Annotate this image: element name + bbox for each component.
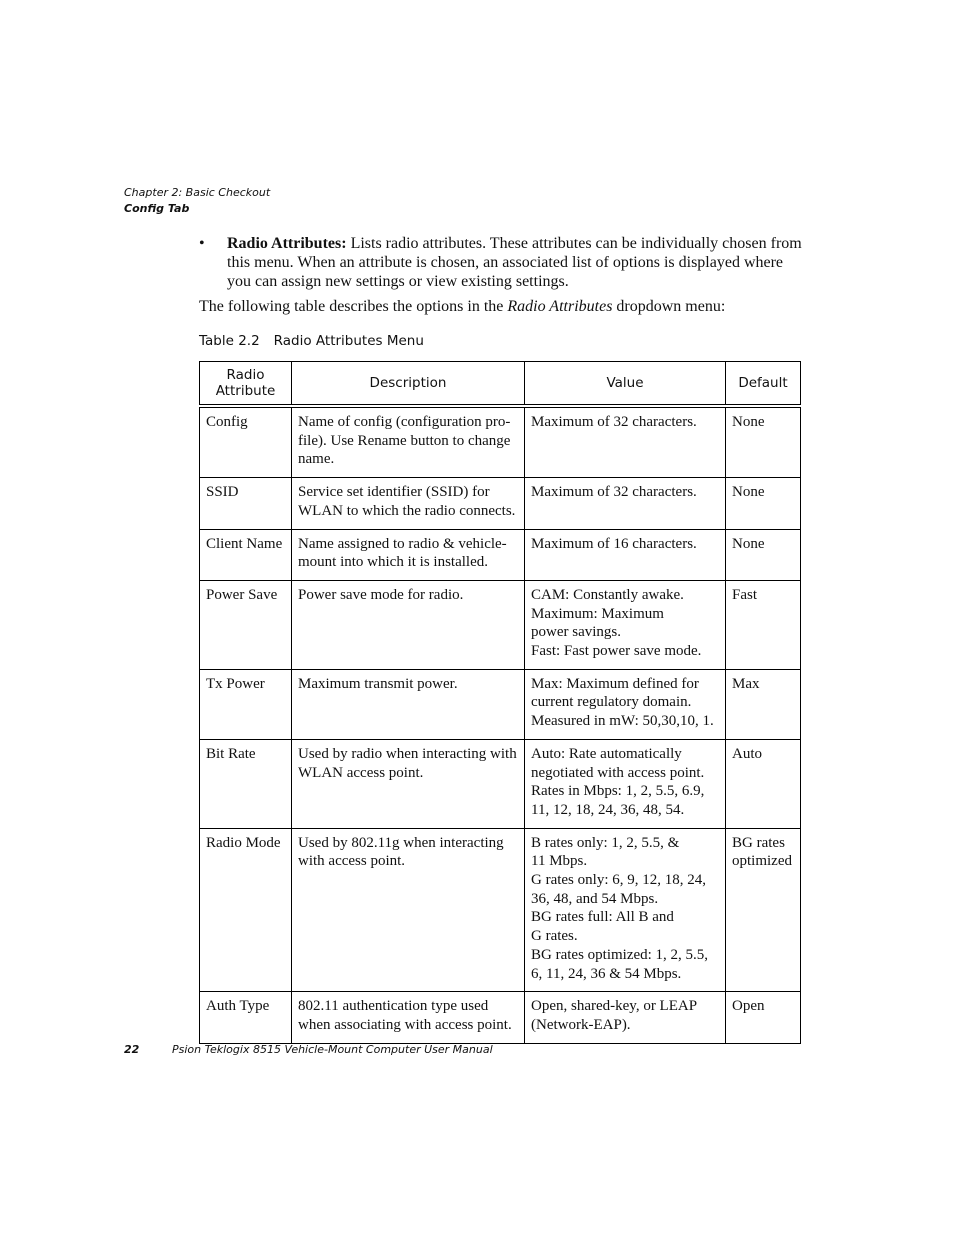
header-radio-attribute: Radio Attribute	[200, 362, 292, 407]
running-footer	[124, 1042, 493, 1058]
chapter-title: Chapter 2: Basic Checkout	[124, 186, 271, 199]
table-row	[200, 828, 801, 992]
cell-default: Max	[726, 669, 801, 739]
intro-menu-name: Radio Attributes	[507, 298, 613, 315]
table-body	[200, 406, 801, 1043]
cell-default: BG rates optimized	[726, 828, 801, 992]
cell-description: 802.11 authentication type used when associating with access point.	[292, 992, 525, 1043]
cell-attribute: SSID	[200, 478, 292, 529]
cell-value: Maximum of 32 characters.	[525, 478, 726, 529]
cell-description: Used by radio when interacting with WLAN access point.	[292, 739, 525, 828]
cell-default: None	[726, 529, 801, 580]
section-title: Config Tab	[124, 202, 190, 215]
cell-attribute: Radio Mode	[200, 828, 292, 992]
cell-attribute: Bit Rate	[200, 739, 292, 828]
intro-after: dropdown menu:	[612, 298, 726, 315]
cell-description: Power save mode for radio.	[292, 580, 525, 669]
table-header-row	[200, 362, 801, 407]
bullet-text	[227, 234, 804, 291]
header-value: Value	[525, 362, 726, 407]
cell-attribute: Power Save	[200, 580, 292, 669]
table-row	[200, 669, 801, 739]
bullet-symbol: •	[199, 235, 205, 252]
cell-default: Auto	[726, 739, 801, 828]
running-header	[124, 185, 270, 217]
header-description: Description	[292, 362, 525, 407]
table-row	[200, 478, 801, 529]
cell-attribute: Config	[200, 406, 292, 478]
table-caption	[199, 332, 424, 350]
manual-title: Psion Teklogix 8515 Vehicle-Mount Computer User Manual	[172, 1043, 493, 1056]
intro-before: The following table describes the options in the	[199, 298, 508, 315]
cell-description: Service set identifier (SSID) for WLAN to which the radio connects.	[292, 478, 525, 529]
table-number: Table 2.2	[199, 333, 260, 349]
cell-default: Fast	[726, 580, 801, 669]
cell-default: None	[726, 478, 801, 529]
cell-value: Max: Maximum defined for current regulatory domain. Measured in mW: 50,30,10, 1.	[525, 669, 726, 739]
cell-default: None	[726, 406, 801, 478]
cell-attribute: Tx Power	[200, 669, 292, 739]
cell-value: Open, shared-key, or LEAP (Network-EAP).	[525, 992, 726, 1043]
cell-description: Used by 802.11g when interacting with access point.	[292, 828, 525, 992]
bullet-item	[199, 234, 804, 291]
table-row	[200, 992, 801, 1043]
header-default: Default	[726, 362, 801, 407]
cell-value: Maximum of 32 characters.	[525, 406, 726, 478]
cell-value: CAM: Constantly awake. Maximum: Maximum power savings. Fast: Fast power save mode.	[525, 580, 726, 669]
radio-attributes-table	[199, 361, 801, 1044]
cell-description: Maximum transmit power.	[292, 669, 525, 739]
cell-value: Maximum of 16 characters.	[525, 529, 726, 580]
intro-paragraph	[199, 297, 809, 316]
cell-attribute: Auth Type	[200, 992, 292, 1043]
table-row	[200, 580, 801, 669]
table-row	[200, 406, 801, 478]
cell-value: B rates only: 1, 2, 5.5, & 11 Mbps. G rates only: 6, 9, 12, 18, 24, 36, 48, and 54 Mbps. BG rates full: All B and G rates. BG rates optimized: 1, 2, 5.5, 6, 11, 24, 36 & 54 Mbps.	[525, 828, 726, 992]
cell-description: Name of config (configuration pro- file). Use Rename button to change name.	[292, 406, 525, 478]
table-row	[200, 739, 801, 828]
cell-description: Name assigned to radio & vehicle- mount into which it is installed.	[292, 529, 525, 580]
bullet-term: Radio Attributes:	[227, 235, 347, 252]
table-row	[200, 529, 801, 580]
table-title: Radio Attributes Menu	[273, 333, 424, 349]
cell-default: Open	[726, 992, 801, 1043]
page-number: 22	[124, 1043, 140, 1056]
cell-value: Auto: Rate automatically negotiated with access point. Rates in Mbps: 1, 2, 5.5, 6.9, 11, 12, 18, 24, 36, 48, 54.	[525, 739, 726, 828]
bullet-description: Lists radio attributes. These attributes can be individually chosen from this menu. When an attribute is chosen, an associated list of options is displayed where you can assign new settings or view existing settings.	[227, 235, 802, 290]
cell-attribute: Client Name	[200, 529, 292, 580]
